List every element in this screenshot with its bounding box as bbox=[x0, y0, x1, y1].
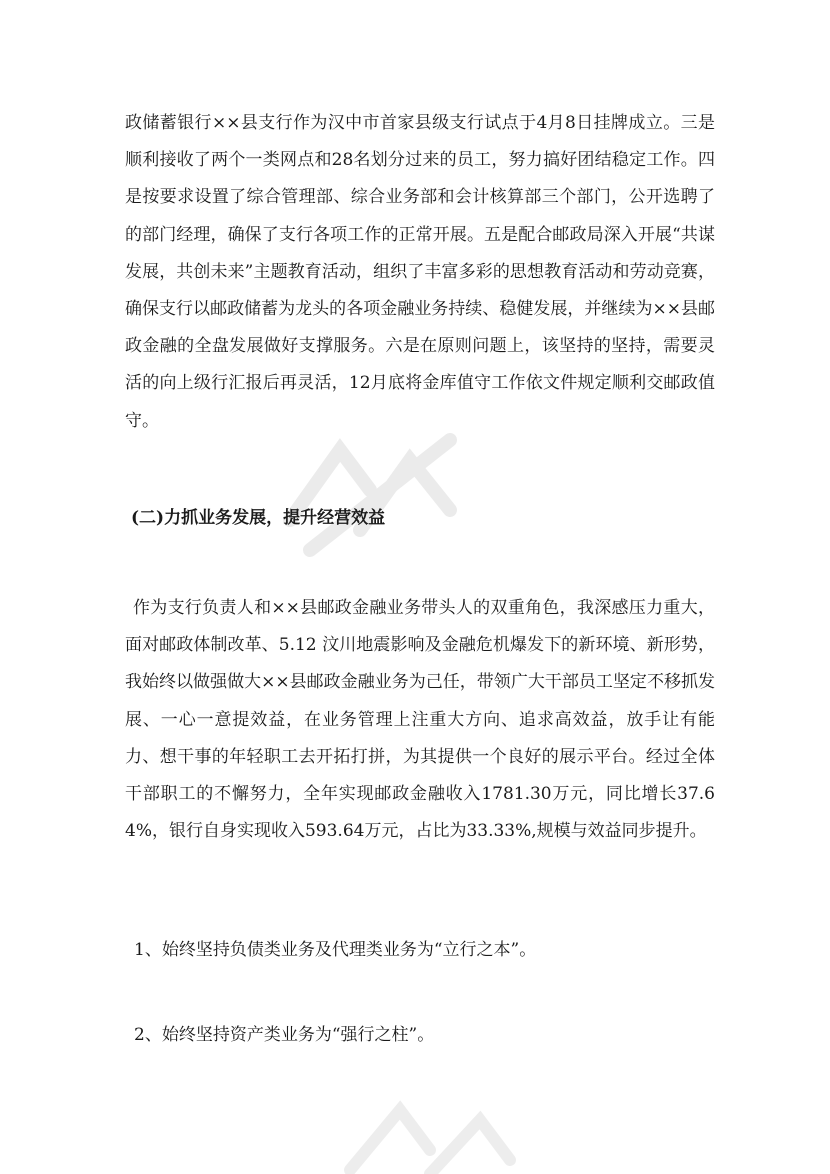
body-paragraph-2: 作为支行负责人和××县邮政金融业务带头人的双重角色，我深感压力重大，面对邮政体制改革、5.12 汶川地震影响及金融危机爆发下的新环境、新形势，我始终以做强做大××县邮政金融业务为己任，带领广大干部员工坚定不移抓发展、一心一意提效益，在业务管理上注重大方向、追求高效益，放手让有能力、想干事的年轻职工去开拓打拼，为其提供一个良好的展示平台。经过全体干部职工的不懈努力，全年实现邮政金融收入1781.30万元，同比增长37.64%，银行自身实现收入593.64万元，占比为33.33%,规模与效益同步提升。 bbox=[125, 598, 715, 842]
watermark-logo-bottom bbox=[330, 1080, 530, 1174]
section-heading: (二)力抓业务发展，提升经营效益 bbox=[131, 508, 386, 528]
body-paragraph-1: 政储蓄银行××县支行作为汉中市首家县级支行试点于4月8日挂牌成立。三是顺利接收了两个一类网点和28名划分过来的员工，努力搞好团结稳定工作。四是按要求设置了综合管理部、综合业务部和会计核算部三个部门，公开选聘了的部门经理，确保了支行各项工作的正常开展。五是配合邮政局深入开展“共谋发展，共创未来”主题教育活动，组织了丰富多彩的思想教育活动和劳动竞赛，确保支行以邮政储蓄为龙头的各项金融业务持续、稳健发展，并继续为××县邮政金融的全盘发展做好支撑服务。六是在原则问题上，该坚持的坚持，需要灵活的向上级行汇报后再灵活，12月底将金库值守工作依文件规定顺利交邮政值守。 bbox=[125, 113, 715, 431]
list-item: 1、始终坚持负债类业务及代理类业务为“立行之本”。 bbox=[134, 940, 537, 960]
list-item: 2、始终坚持资产类业务为“强行之柱”。 bbox=[134, 1025, 435, 1045]
